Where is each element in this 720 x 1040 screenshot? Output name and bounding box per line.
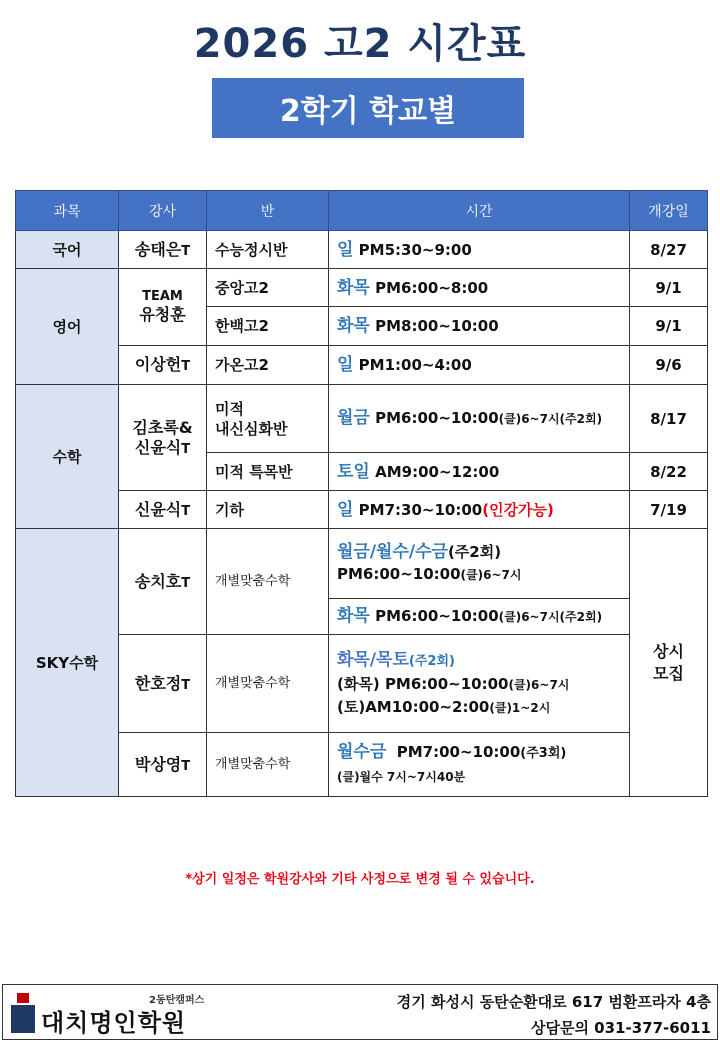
teacher-cell	[119, 529, 207, 635]
teacher-suffix: T	[181, 677, 191, 693]
column-header-teacher: 강사	[119, 191, 207, 231]
footer	[2, 984, 718, 1040]
clinic-label: (클)1~2시	[489, 700, 551, 715]
time-label: PM5:30~9:00	[358, 240, 472, 259]
day-label: 화목/목토	[337, 649, 409, 670]
time-cell	[329, 231, 630, 269]
start-date-cell: 9/6	[630, 346, 708, 385]
frequency-label: (주2회)	[447, 543, 502, 561]
start-date-cell: 9/1	[630, 307, 708, 346]
day-paren-label: (토)	[337, 697, 366, 716]
teacher-suffix: T	[181, 575, 191, 591]
clinic-label: (클)6~7시(주2회)	[498, 610, 603, 624]
teacher-cell	[119, 733, 207, 797]
time-cell	[329, 733, 630, 797]
time-label: PM8:00~10:00	[375, 317, 499, 335]
page-title: 2026 고2 시간표	[193, 21, 527, 67]
day-label: 일	[337, 355, 354, 375]
day-label: 일	[337, 499, 354, 520]
address: 경기 화성시 동탄순환대로 617 범환프라자 4층	[396, 993, 711, 1011]
subject-cell: 수학	[16, 385, 119, 529]
subject-cell: 영어	[16, 269, 119, 385]
class-cell	[207, 385, 329, 453]
class-cell: 중앙고2	[207, 269, 329, 307]
time-label: PM7:00~10:00	[396, 743, 521, 761]
class-cell: 수능정시반	[207, 231, 329, 269]
time-cell	[329, 307, 630, 346]
start-date-cell: 9/1	[630, 269, 708, 307]
table-row	[16, 346, 708, 385]
table-row	[16, 733, 708, 797]
class-cell: 개별맞춤수학	[207, 635, 329, 733]
time-label: PM6:00~10:00	[384, 674, 509, 693]
teacher-suffix: T	[181, 503, 191, 519]
teacher-cell	[119, 346, 207, 385]
class-line1: 미적	[215, 399, 244, 418]
time-cell	[329, 269, 630, 307]
start-date-cell	[630, 529, 708, 797]
phone-number: 상담문의 031-377-6011	[530, 1019, 711, 1037]
column-header-start: 개강일	[630, 191, 708, 231]
teacher-cell	[119, 231, 207, 269]
time-cell	[329, 599, 630, 635]
time-label: PM6:00~10:00	[337, 565, 461, 583]
subject-cell: 국어	[16, 231, 119, 269]
start-date-cell: 7/19	[630, 491, 708, 529]
time-label: AM9:00~12:00	[375, 462, 500, 481]
teacher-name: 박상영	[134, 754, 182, 774]
column-header-class: 반	[207, 191, 329, 231]
day-label: 월금	[337, 408, 370, 428]
day-label: 화목	[337, 316, 370, 336]
clinic-label: (클)6~7시	[508, 677, 570, 692]
teacher-name: 송치호	[134, 571, 182, 591]
time-cell	[329, 346, 630, 385]
class-cell: 개별맞춤수학	[207, 529, 329, 635]
teacher-name: 이상헌	[134, 355, 182, 374]
start-date-cell: 8/17	[630, 385, 708, 453]
class-cell: 한백고2	[207, 307, 329, 346]
teacher-suffix: T	[181, 758, 191, 774]
online-note: (인강가능)	[482, 500, 554, 519]
table-row	[16, 231, 708, 269]
teacher-name: 신윤식	[134, 499, 182, 519]
teacher-cell	[119, 385, 207, 491]
class-cell: 미적 특목반	[207, 453, 329, 491]
teacher-name: 유청훈	[139, 305, 186, 324]
team-label: TEAM	[142, 289, 183, 304]
start-date-cell: 8/22	[630, 453, 708, 491]
time-label: PM6:00~8:00	[375, 278, 489, 297]
day-label: 일	[337, 239, 354, 260]
start-date-cell: 8/27	[630, 231, 708, 269]
clinic-label: (클)6~7시	[460, 568, 522, 582]
teacher-suffix: T	[181, 359, 191, 374]
time-cell	[329, 453, 630, 491]
table-row	[16, 491, 708, 529]
table-row	[16, 269, 708, 307]
column-header-subject: 과목	[16, 191, 119, 231]
teacher-name: 송태은	[134, 239, 182, 259]
day-paren-label: (화목)	[337, 674, 380, 693]
day-label: 월수금	[337, 742, 387, 762]
academy-logo	[11, 991, 241, 1035]
teacher-suffix: T	[181, 243, 191, 259]
table-row	[16, 635, 708, 733]
frequency-label: (주2회)	[408, 653, 455, 669]
time-cell	[329, 385, 630, 453]
time-label: PM7:30~10:00	[358, 500, 483, 519]
time-label: AM10:00~2:00	[365, 697, 490, 716]
class-line2: 내신심화반	[215, 419, 288, 438]
column-header-time: 시간	[329, 191, 630, 231]
teacher-name-line2: 신윤식	[134, 437, 182, 457]
class-cell: 개별맞춤수학	[207, 733, 329, 797]
time-label: PM6:00~10:00	[375, 607, 499, 625]
day-label: 토일	[337, 461, 370, 482]
time-cell	[329, 529, 630, 599]
clinic-label: (클)6~7시(주2회)	[498, 412, 603, 426]
page-subtitle: 2학기 학교별	[212, 78, 524, 138]
teacher-cell	[119, 635, 207, 733]
day-label: 월금/월수/수금	[337, 542, 448, 562]
class-cell: 기하	[207, 491, 329, 529]
teacher-suffix: T	[181, 441, 191, 457]
time-cell	[329, 635, 630, 733]
day-label: 화목	[337, 606, 370, 626]
logo-mark-icon	[11, 993, 35, 1033]
table-row	[16, 529, 708, 599]
schedule-table	[15, 190, 708, 797]
teacher-name: 한호정	[134, 673, 182, 693]
time-cell	[329, 491, 630, 529]
subject-cell: SKY수학	[16, 529, 119, 797]
time-label: PM1:00~4:00	[358, 356, 472, 374]
teacher-cell	[119, 269, 207, 346]
table-row	[16, 385, 708, 453]
time-label: PM6:00~10:00	[375, 409, 499, 427]
change-notice: *상기 일정은 학원강사와 기타 사정으로 변경 될 수 있습니다.	[185, 872, 535, 887]
class-cell: 가온고2	[207, 346, 329, 385]
day-label: 화목	[337, 277, 370, 298]
frequency-label: (주3회)	[520, 746, 567, 761]
clinic-label: (클)월수 7시~7시40분	[337, 770, 466, 784]
campus-label: 2동탄캠퍼스	[149, 995, 205, 1006]
teacher-name-line1: 김초록&	[132, 417, 193, 437]
academy-name: 대치명인학원	[41, 1009, 187, 1037]
start-note: 상시 모집	[653, 641, 684, 683]
teacher-cell	[119, 491, 207, 529]
table-header-row	[16, 191, 708, 231]
